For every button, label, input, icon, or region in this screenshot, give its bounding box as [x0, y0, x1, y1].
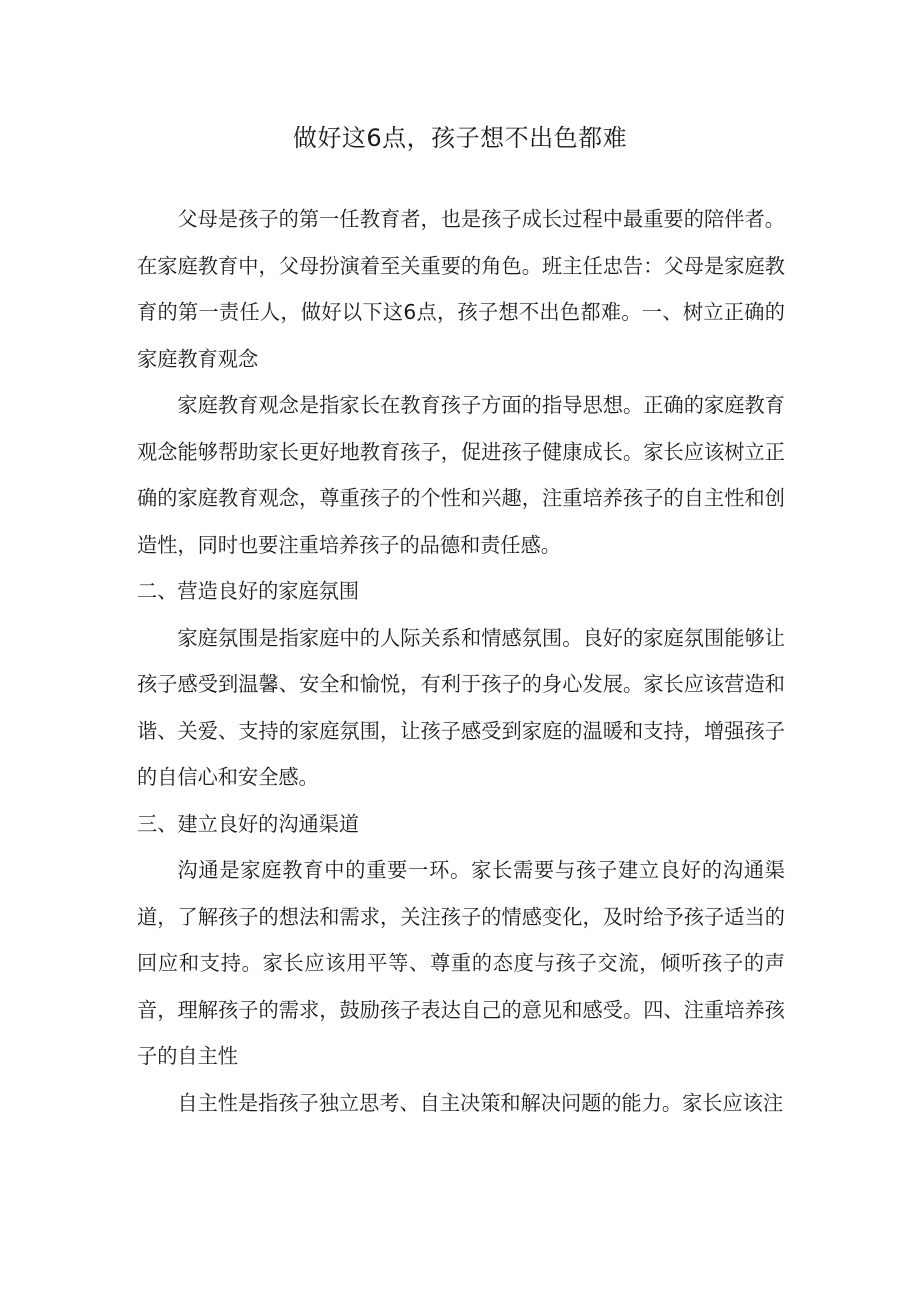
- paragraph-autonomy: 自主性是指孩子独立思考、自主决策和解决问题的能力。家长应该注: [177, 1090, 784, 1115]
- paragraph-intro: 父母是孩子的第一任教育者，也是孩子成长过程中最重要的陪伴者。在家庭教育中，父母扮演着至关重要的角色。班主任忠告：父母是家庭教育的第一责任人，做好以下这6点，孩子想不出色都难。一、树立正确的家庭教育观念: [137, 207, 785, 371]
- paragraph-communication: 沟通是家庭教育中的重要一环。家长需要与孩子建立良好的沟通渠道，了解孩子的想法和需求，关注孩子的情感变化，及时给予孩子适当的回应和支持。家长应该用平等、尊重的态度与孩子交流，倾听孩子的声音，理解孩子的需求，鼓励孩子表达自己的意见和感受。四、注重培养孩子的自主性: [137, 858, 785, 1068]
- section-heading-communication: 三、建立良好的沟通渠道: [137, 811, 360, 836]
- document-body: [137, 196, 785, 1126]
- section-heading-family-atmosphere: 二、营造良好的家庭氛围: [137, 579, 360, 603]
- paragraph-family-atmosphere: 家庭氛围是指家庭中的人际关系和情感氛围。良好的家庭氛围能够让孩子感受到温馨、安全和愉悦，有利于孩子的身心发展。家长应该营造和谐、关爱、支持的家庭氛围，让孩子感受到家庭的温暖和支持，增强孩子的自信心和安全感。: [137, 625, 785, 789]
- paragraph-education-concept: 家庭教育观念是指家长在教育孩子方面的指导思想。正确的家庭教育观念能够帮助家长更好地教育孩子，促进孩子健康成长。家长应该树立正确的家庭教育观念，尊重孩子的个性和兴趣，注重培养孩子的自主性和创造性，同时也要注重培养孩子的品德和责任感。: [137, 393, 785, 557]
- document-title: 做好这6点，孩子想不出色都难: [292, 124, 628, 152]
